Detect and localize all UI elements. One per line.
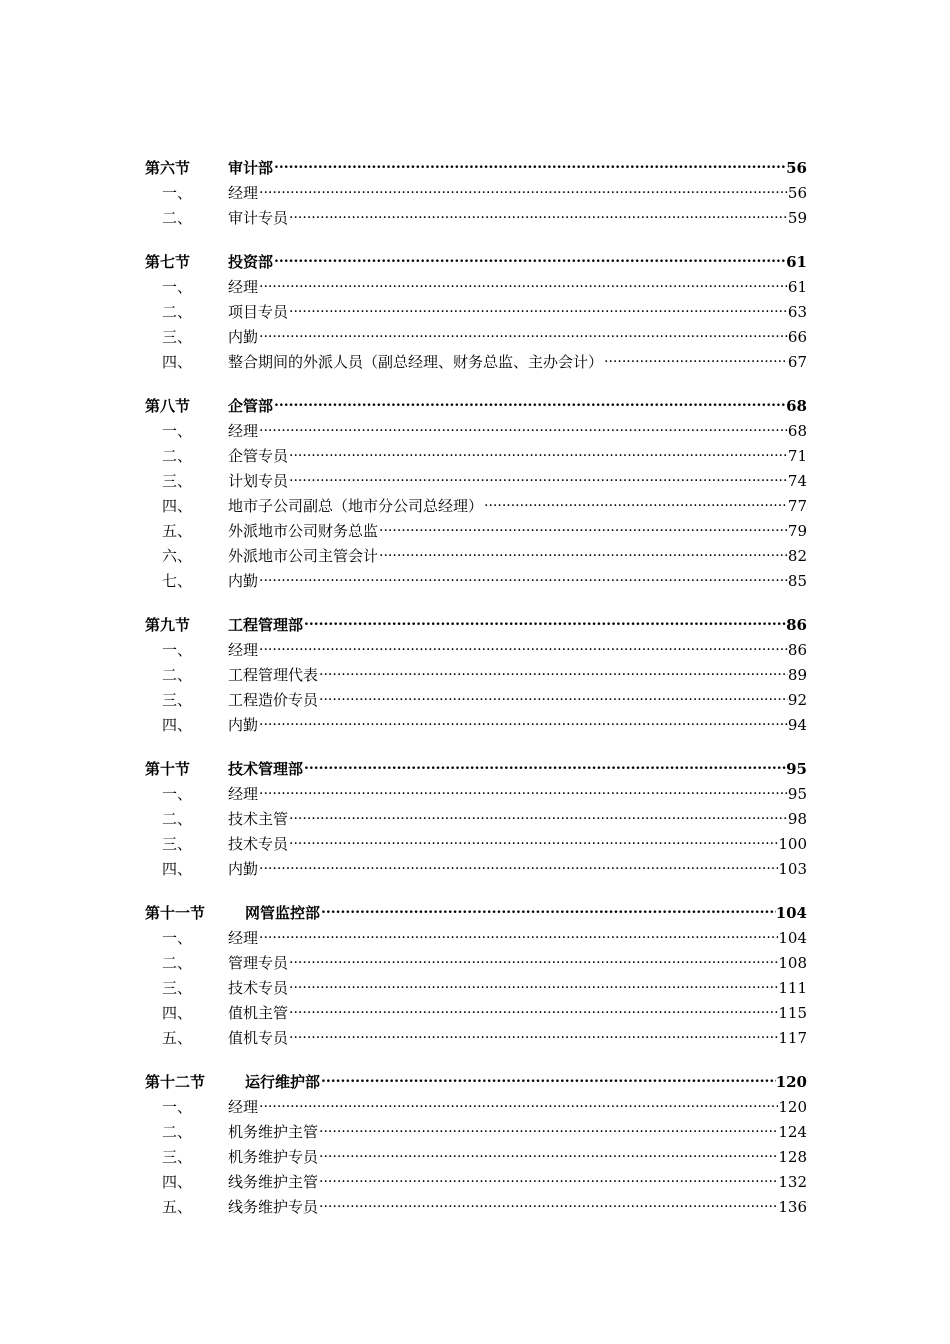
- toc-section-heading[interactable]: [145, 242, 807, 271]
- entry-title: 工程管理代表: [228, 666, 319, 684]
- entry-title: 机务维护主管: [228, 1123, 319, 1141]
- dot-leader: [288, 436, 788, 461]
- entry-number: 三、: [162, 472, 193, 490]
- entry-title: 项目专员: [228, 303, 289, 321]
- entry-title: 整合期间的外派人员（副总经理、财务总监、主办会计）: [228, 353, 604, 371]
- dot-leader: [318, 1162, 778, 1187]
- entry-title: 经理: [228, 641, 259, 659]
- section-title: 运行维护部: [245, 1073, 321, 1091]
- section-title: 审计部: [228, 159, 274, 177]
- entry-number: 二、: [162, 303, 193, 321]
- table-of-contents: [145, 148, 807, 1231]
- entry-number: 二、: [162, 810, 193, 828]
- dot-leader: [288, 1018, 778, 1043]
- dot-leader: [303, 605, 786, 630]
- entry-title: 计划专员: [228, 472, 289, 490]
- dot-leader: [288, 968, 778, 993]
- dot-leader: [288, 461, 788, 486]
- page-number: 108: [778, 954, 807, 972]
- dot-leader: [320, 893, 776, 918]
- section-number: 第九节: [145, 616, 191, 634]
- entry-title: 机务维护专员: [228, 1148, 319, 1166]
- page-number: 89: [787, 666, 807, 684]
- entry-title: 内勤: [228, 572, 259, 590]
- entry-title: 值机专员: [228, 1029, 289, 1047]
- toc-section-heading[interactable]: [145, 605, 807, 634]
- section-title: 工程管理部: [228, 616, 304, 634]
- entry-number: 二、: [162, 666, 193, 684]
- toc-section: [145, 605, 807, 734]
- page-number: 63: [787, 303, 807, 321]
- dot-leader: [288, 198, 788, 223]
- entry-number: 三、: [162, 1148, 193, 1166]
- page-number: 82: [787, 547, 807, 565]
- page-number: 120: [778, 1098, 807, 1116]
- toc-section: [145, 242, 807, 371]
- entry-title: 经理: [228, 785, 259, 803]
- page-number: 95: [786, 760, 807, 778]
- section-number: 第七节: [145, 253, 191, 271]
- dot-leader: [258, 630, 788, 655]
- dot-leader: [288, 824, 778, 849]
- entry-title: 值机主管: [228, 1004, 289, 1022]
- entry-number: 四、: [162, 1173, 193, 1191]
- entry-number: 一、: [162, 1098, 193, 1116]
- entry-title: 技术专员: [228, 835, 289, 853]
- section-number: 第六节: [145, 159, 191, 177]
- page-number: 79: [787, 522, 807, 540]
- entry-title: 内勤: [228, 328, 259, 346]
- entry-title: 经理: [228, 929, 259, 947]
- entry-number: 一、: [162, 929, 193, 947]
- page-number: 68: [787, 422, 807, 440]
- page-number: 103: [778, 860, 807, 878]
- page-number: 86: [787, 641, 807, 659]
- entry-title: 经理: [228, 184, 259, 202]
- page-number: 104: [778, 929, 807, 947]
- toc-section: [145, 1062, 807, 1216]
- dot-leader: [258, 561, 788, 586]
- dot-leader: [318, 1112, 778, 1137]
- page-number: 59: [787, 209, 807, 227]
- page-number: 120: [775, 1073, 807, 1091]
- section-title: 技术管理部: [228, 760, 304, 778]
- entry-number: 六、: [162, 547, 193, 565]
- entry-title: 审计专员: [228, 209, 289, 227]
- entry-number: 一、: [162, 785, 193, 803]
- section-number: 第十二节: [145, 1073, 206, 1091]
- entry-title: 工程造价专员: [228, 691, 319, 709]
- dot-leader: [303, 749, 786, 774]
- entry-number: 三、: [162, 979, 193, 997]
- dot-leader: [288, 943, 778, 968]
- dot-leader: [483, 486, 788, 511]
- section-number: 第十一节: [145, 904, 206, 922]
- entry-number: 三、: [162, 328, 193, 346]
- entry-title: 技术主管: [228, 810, 289, 828]
- dot-leader: [318, 1187, 778, 1212]
- dot-leader: [273, 242, 786, 267]
- dot-leader: [288, 993, 778, 1018]
- dot-leader: [258, 411, 788, 436]
- page-number: 94: [787, 716, 807, 734]
- entry-number: 五、: [162, 522, 193, 540]
- entry-number: 四、: [162, 1004, 193, 1022]
- dot-leader: [273, 148, 786, 173]
- page-number: 100: [778, 835, 807, 853]
- entry-number: 四、: [162, 497, 193, 515]
- dot-leader: [258, 774, 788, 799]
- page-number: 136: [778, 1198, 807, 1216]
- entry-title: 外派地市公司主管会计: [228, 547, 379, 565]
- page-number: 98: [787, 810, 807, 828]
- page-number: 132: [778, 1173, 807, 1191]
- entry-number: 四、: [162, 860, 193, 878]
- dot-leader: [258, 267, 788, 292]
- dot-leader: [258, 918, 778, 943]
- page-number: 67: [787, 353, 807, 371]
- dot-leader: [288, 292, 788, 317]
- entry-title: 管理专员: [228, 954, 289, 972]
- entry-number: 三、: [162, 835, 193, 853]
- entry-number: 七、: [162, 572, 193, 590]
- toc-section-heading[interactable]: [145, 386, 807, 415]
- dot-leader: [288, 799, 788, 824]
- entry-number: 一、: [162, 184, 193, 202]
- entry-title: 线务维护主管: [228, 1173, 319, 1191]
- dot-leader: [378, 511, 788, 536]
- page-number: 74: [787, 472, 807, 490]
- entry-number: 五、: [162, 1198, 193, 1216]
- dot-leader: [258, 1087, 778, 1112]
- entry-number: 二、: [162, 954, 193, 972]
- entry-title: 线务维护专员: [228, 1198, 319, 1216]
- page-number: 128: [778, 1148, 807, 1166]
- toc-section-heading[interactable]: [145, 893, 807, 922]
- entry-title: 经理: [228, 278, 259, 296]
- page-number: 66: [787, 328, 807, 346]
- dot-leader: [258, 317, 788, 342]
- page-number: 85: [787, 572, 807, 590]
- dot-leader: [258, 173, 788, 198]
- dot-leader: [258, 849, 778, 874]
- entry-number: 二、: [162, 1123, 193, 1141]
- section-title: 企管部: [228, 397, 274, 415]
- entry-number: 四、: [162, 716, 193, 734]
- toc-section: [145, 386, 807, 590]
- entry-title: 经理: [228, 422, 259, 440]
- entry-title: 经理: [228, 1098, 259, 1116]
- entry-number: 二、: [162, 209, 193, 227]
- page-number: 61: [787, 278, 807, 296]
- page-number: 117: [778, 1029, 807, 1047]
- dot-leader: [378, 536, 788, 561]
- page-number: 56: [787, 184, 807, 202]
- dot-leader: [318, 655, 788, 680]
- toc-section-heading[interactable]: [145, 1062, 807, 1091]
- toc-section: [145, 893, 807, 1047]
- page-number: 71: [787, 447, 807, 465]
- section-title: 网管监控部: [245, 904, 321, 922]
- entry-title: 技术专员: [228, 979, 289, 997]
- dot-leader: [320, 1062, 776, 1087]
- entry-title: 地市子公司副总（地市分公司总经理）: [228, 497, 484, 515]
- entry-number: 四、: [162, 353, 193, 371]
- section-title: 投资部: [228, 253, 274, 271]
- entry-number: 一、: [162, 278, 193, 296]
- page-number: 111: [778, 979, 807, 997]
- section-number: 第八节: [145, 397, 191, 415]
- dot-leader: [603, 342, 788, 367]
- page-number: 68: [786, 397, 807, 415]
- page-number: 86: [786, 616, 807, 634]
- entry-number: 五、: [162, 1029, 193, 1047]
- dot-leader: [318, 1137, 778, 1162]
- page-number: 56: [786, 159, 807, 177]
- page-number: 61: [786, 253, 807, 271]
- dot-leader: [258, 705, 788, 730]
- entry-title: 企管专员: [228, 447, 289, 465]
- entry-title: 外派地市公司财务总监: [228, 522, 379, 540]
- section-number: 第十节: [145, 760, 191, 778]
- entry-number: 一、: [162, 641, 193, 659]
- page-number: 92: [787, 691, 807, 709]
- toc-section-heading[interactable]: [145, 749, 807, 778]
- dot-leader: [318, 680, 788, 705]
- entry-number: 三、: [162, 691, 193, 709]
- toc-section-heading[interactable]: [145, 148, 807, 177]
- dot-leader: [273, 386, 786, 411]
- toc-section: [145, 148, 807, 227]
- page-number: 115: [778, 1004, 807, 1022]
- entry-number: 一、: [162, 422, 193, 440]
- entry-title: 内勤: [228, 860, 259, 878]
- toc-section: [145, 749, 807, 878]
- page-number: 95: [787, 785, 807, 803]
- entry-number: 二、: [162, 447, 193, 465]
- page-number: 124: [778, 1123, 807, 1141]
- entry-title: 内勤: [228, 716, 259, 734]
- page-number: 104: [775, 904, 807, 922]
- page-number: 77: [787, 497, 807, 515]
